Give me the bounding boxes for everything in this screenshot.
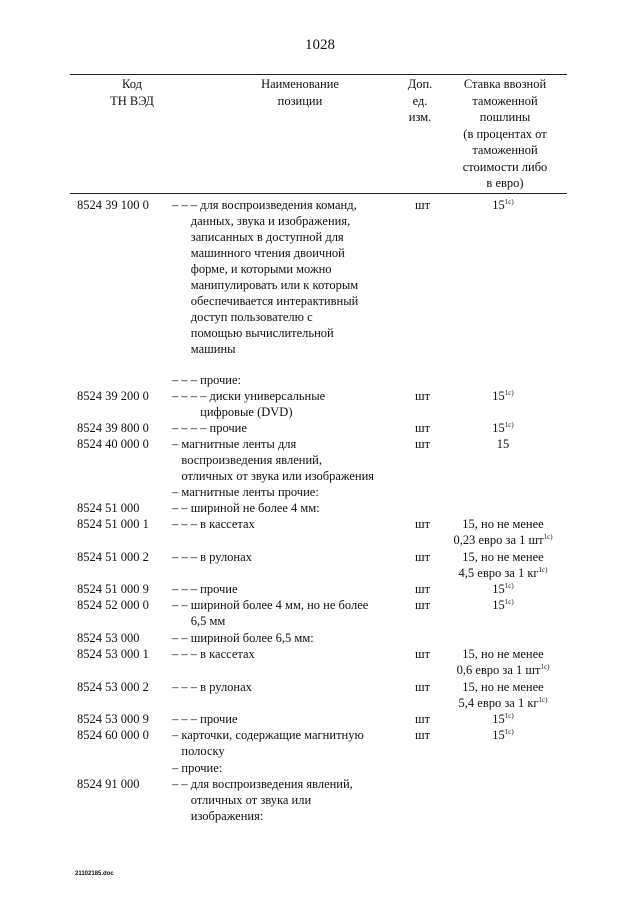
row-description <box>172 484 319 500</box>
row-code: 8524 39 100 0 <box>77 198 149 212</box>
header-name-line: Наименование <box>261 77 339 91</box>
row-rate <box>440 581 566 597</box>
row-description-line: – – – для воспроизведения команд, <box>172 198 357 212</box>
row-code: 8524 53 000 2 <box>77 680 149 694</box>
row-rate-line: 4,5 евро за 1 $кг^{1с)}$ <box>458 566 548 580</box>
footnote-marker: 1с) <box>504 582 514 590</box>
row-rate-line: 5,4 евро за 1 $кг^{1с)}$ <box>458 696 548 710</box>
row-description-line: данных, звука и изображения, <box>172 214 351 228</box>
row-rate-line: $15^{1с)}$ <box>492 712 514 726</box>
footnote-marker: 1с) <box>504 198 514 206</box>
header-rate-line: таможенной <box>472 143 538 157</box>
header-rate-line: (в процентах от <box>463 126 547 141</box>
row-description <box>172 388 325 420</box>
row-unit: шт <box>415 712 431 726</box>
row-description-line: помощью вычислительной <box>172 326 334 340</box>
header-code-line: Код <box>122 77 142 91</box>
row-code: 8524 52 000 0 <box>77 598 149 612</box>
row-rate-line: $15^{1с)}$ <box>492 421 514 435</box>
row-rate <box>440 646 566 678</box>
row-description-line: машины <box>172 342 236 356</box>
row-rate-line: 15, но не менее <box>462 517 544 531</box>
row-rate-line: 15, но не менее <box>462 680 544 694</box>
row-code: 8524 39 800 0 <box>77 421 149 435</box>
row-code: 8524 51 000 2 <box>77 550 149 564</box>
row-rate <box>440 679 566 711</box>
row-description <box>172 436 374 484</box>
row-unit: шт <box>415 728 431 742</box>
row-rate <box>440 711 566 727</box>
row-unit: шт <box>415 517 431 531</box>
row-code: 8524 51 000 1 <box>77 517 149 531</box>
row-code: 8524 51 000 <box>77 501 140 515</box>
row-description-line: отличных от звука или <box>172 793 312 807</box>
row-description <box>172 727 364 759</box>
row-code: 8524 40 000 0 <box>77 437 149 451</box>
row-description-line: воспроизведения явлений, <box>172 453 322 467</box>
row-unit: шт <box>415 598 431 612</box>
row-description <box>172 630 314 646</box>
row-unit: шт <box>415 421 431 435</box>
table-header-rule <box>70 193 567 194</box>
row-description-line: манипулировать или к которым <box>172 278 359 292</box>
footnote-marker: 1с) <box>538 566 548 574</box>
footnote-marker: 1с) <box>504 389 514 397</box>
row-description <box>172 776 353 824</box>
row-rate-line: 0,6 евро за 1 $шт^{1с)}$ <box>456 663 550 677</box>
row-description-line: – – шириной более 6,5 мм: <box>172 631 314 645</box>
row-description-line: – – – – прочие <box>172 421 247 435</box>
row-rate-line: 15, но не менее <box>462 647 544 661</box>
row-description-line: записанных в доступной для <box>172 230 344 244</box>
footnote-marker: 1с) <box>540 663 550 671</box>
row-description-line: изображения: <box>172 809 264 823</box>
row-description-line: – – для воспроизведения явлений, <box>172 777 353 791</box>
header-name-line: позиции <box>277 93 323 108</box>
row-description-line: полоску <box>172 744 225 758</box>
footnote-marker: 1с) <box>543 533 553 541</box>
row-description <box>172 597 368 629</box>
row-description-line: – магнитные ленты прочие: <box>172 485 319 499</box>
row-description <box>172 420 247 436</box>
page-number: 1028 <box>305 37 335 53</box>
row-rate <box>440 516 566 548</box>
header-rate-line: Ставка ввозной <box>463 77 547 91</box>
row-rate-line: $15^{1с)}$ <box>492 728 514 742</box>
row-description <box>172 581 238 597</box>
row-rate <box>440 420 566 436</box>
header-rate-line: пошлины <box>479 110 531 124</box>
row-description-line: – карточки, содержащие магнитную <box>172 728 364 742</box>
row-description-line: – – шириной более 4 мм, но не более <box>172 598 369 612</box>
row-description-line: 6,5 мм <box>172 614 226 628</box>
row-rate-line: $15^{1с)}$ <box>492 582 514 596</box>
header-rate-line: стоимости либо <box>462 159 548 174</box>
footnote-marker: 1с) <box>538 696 548 704</box>
row-description-line: цифровые (DVD) <box>172 405 293 419</box>
row-rate-line: $15^{1с)}$ <box>492 389 514 403</box>
row-unit: шт <box>415 389 431 403</box>
row-unit: шт <box>415 680 431 694</box>
header-unit-line: ед. <box>412 93 428 108</box>
row-rate-line: 15 <box>496 437 510 451</box>
row-description-line: отличных от звука или изображения <box>172 469 375 483</box>
row-description-line: – – – – диски универсальные <box>172 389 326 403</box>
row-description-line: – – – в рулонах <box>172 680 252 694</box>
row-description <box>172 646 255 662</box>
row-description-line: – прочие: <box>172 761 223 775</box>
row-description <box>172 711 238 727</box>
row-description-line: – – – прочие: <box>172 373 241 387</box>
table-top-rule <box>70 74 567 75</box>
row-code: 8524 60 000 0 <box>77 728 149 742</box>
row-unit: шт <box>415 582 431 596</box>
row-description-line: – – – прочие <box>172 712 238 726</box>
row-rate <box>440 549 566 581</box>
footnote-marker: 1с) <box>504 421 514 429</box>
row-description-line: – – шириной не более 4 мм: <box>172 501 320 515</box>
row-description <box>172 516 255 532</box>
header-rate <box>445 76 565 192</box>
row-rate <box>440 388 566 404</box>
header-unit-line: изм. <box>408 110 432 124</box>
footnote-marker: 1с) <box>504 712 514 720</box>
row-description-line: форме, и которыми можно <box>172 262 332 276</box>
row-code: 8524 39 200 0 <box>77 389 149 403</box>
row-code: 8524 51 000 9 <box>77 582 149 596</box>
row-description <box>172 500 320 516</box>
header-name <box>220 76 380 109</box>
row-description <box>172 372 241 388</box>
row-unit: шт <box>415 647 431 661</box>
row-rate <box>440 436 566 452</box>
footnote-marker: 1с) <box>504 598 514 606</box>
row-rate-line: 15, но не менее <box>462 550 544 564</box>
row-code: 8524 53 000 <box>77 631 140 645</box>
row-description <box>172 197 358 357</box>
row-description-line: машинного чтения двоичной <box>172 246 345 260</box>
row-code: 8524 53 000 9 <box>77 712 149 726</box>
header-unit <box>400 76 440 126</box>
row-rate-line: $15^{1с)}$ <box>492 198 514 212</box>
row-rate <box>440 597 566 613</box>
row-unit: шт <box>415 198 431 212</box>
row-rate <box>440 727 566 743</box>
header-rate-line: в евро) <box>486 176 524 190</box>
header-code-line: ТН ВЭД <box>110 93 154 108</box>
row-description-line: доступ пользователю с <box>172 310 313 324</box>
row-description <box>172 679 252 695</box>
row-description-line: – – – в кассетах <box>172 647 255 661</box>
row-rate-line: 0,23 евро за 1 $шт^{1с)}$ <box>453 533 553 547</box>
row-code: 8524 91 000 <box>77 777 140 791</box>
row-unit: шт <box>415 550 431 564</box>
footer-filename: 21102185.doc <box>75 871 114 877</box>
header-unit-line: Доп. <box>407 77 433 91</box>
row-description-line: – – – прочие <box>172 582 238 596</box>
row-description-line: – магнитные ленты для <box>172 437 297 451</box>
header-rate-line: таможенной <box>472 93 538 108</box>
row-description-line: – – – в кассетах <box>172 517 255 531</box>
row-description <box>172 760 222 776</box>
row-code: 8524 53 000 1 <box>77 647 149 661</box>
row-unit: шт <box>415 437 431 451</box>
row-description-line: – – – в рулонах <box>172 550 252 564</box>
header-code <box>92 76 172 109</box>
row-description <box>172 549 252 565</box>
row-rate <box>440 197 566 213</box>
row-description-line: обеспечивается интерактивный <box>172 294 359 308</box>
footnote-marker: 1с) <box>504 728 514 736</box>
row-rate-line: $15^{1с)}$ <box>492 598 514 612</box>
